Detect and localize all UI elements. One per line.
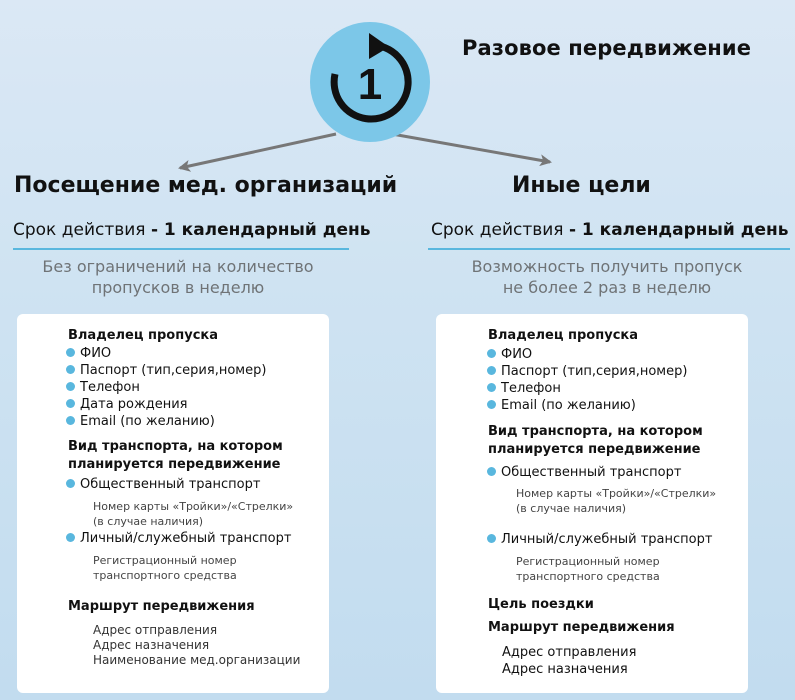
route-items [93, 623, 300, 668]
bullet-icon [66, 479, 75, 488]
owner-item: Email (по желанию) [66, 414, 215, 429]
bullet-icon [487, 400, 496, 409]
public-transport-detail: Номер карты «Тройки»/«Стрелки» (в случае наличия) [516, 487, 717, 515]
left-column-title: Посещение мед. организаций [14, 173, 398, 198]
owner-item: Телефон [66, 380, 140, 395]
owner-item: ФИО [66, 346, 111, 361]
bullet-icon [487, 383, 496, 392]
owner-item: ФИО [487, 347, 532, 362]
owner-header: Владелец пропуска [488, 328, 638, 343]
left-validity-prefix: Срок действия [13, 220, 151, 240]
owner-item: Паспорт (тип,серия,номер) [66, 363, 266, 378]
right-validity-value: - 1 календарный день [568, 220, 789, 240]
owner-item: Email (по желанию) [487, 398, 636, 413]
route-item: Адрес отправления [93, 623, 218, 637]
page-title: Разовое передвижение [462, 36, 752, 60]
private-transport-detail: Регистрационный номер транспортного средства [93, 554, 237, 582]
transport-header: Вид транспорта, на котором [68, 439, 283, 454]
right-validity [431, 220, 788, 240]
owner-item: Телефон [487, 381, 561, 396]
right-column-title: Иные цели [512, 173, 651, 198]
left-validity [13, 220, 370, 240]
left-requirements-card [17, 314, 329, 693]
private-transport-item: Личный/служебный транспорт [66, 531, 291, 546]
one-time-cycle-icon [309, 21, 431, 143]
route-header: Маршрут передвижения [68, 599, 255, 614]
bullet-icon [66, 416, 75, 425]
right-note-line1: Возможность получить пропуск [471, 257, 743, 276]
left-divider [13, 248, 349, 250]
private-transport-item: Личный/служебный транспорт [487, 532, 712, 547]
bullet-icon [66, 533, 75, 542]
bullet-icon [487, 534, 496, 543]
owner-item: Дата рождения [66, 397, 187, 412]
route-header: Маршрут передвижения [488, 620, 675, 635]
left-note-line1: Без ограничений на количество [42, 257, 314, 276]
route-item: Адрес назначения [502, 662, 628, 677]
right-validity-prefix: Срок действия [431, 220, 569, 240]
bullet-icon [66, 382, 75, 391]
route-item: Наименование мед.организации [93, 653, 301, 667]
right-requirements-card [436, 314, 748, 693]
public-transport-item: Общественный транспорт [66, 477, 260, 492]
right-note [430, 256, 784, 298]
right-divider [428, 248, 790, 250]
left-note [10, 256, 346, 298]
icon-digit: 1 [357, 60, 383, 109]
owner-header: Владелец пропуска [68, 328, 218, 343]
route-items [502, 644, 636, 678]
bullet-icon [66, 399, 75, 408]
left-note-line2: пропусков в неделю [91, 278, 265, 297]
bullet-icon [487, 366, 496, 375]
transport-header: Вид транспорта, на котором [488, 424, 703, 439]
private-transport-detail: Регистрационный номер транспортного средства [516, 555, 660, 583]
transport-header-line2: планируется передвижение [68, 457, 281, 472]
public-transport-item: Общественный транспорт [487, 465, 681, 480]
bullet-icon [487, 349, 496, 358]
route-item: Адрес отправления [502, 645, 637, 660]
transport-header-line2: планируется передвижение [488, 442, 701, 457]
public-transport-detail: Номер карты «Тройки»/«Стрелки» (в случае наличия) [93, 500, 294, 528]
route-item: Адрес назначения [93, 638, 210, 652]
right-note-line2: не более 2 раз в неделю [502, 278, 712, 297]
owner-item: Паспорт (тип,серия,номер) [487, 364, 687, 379]
bullet-icon [66, 348, 75, 357]
left-validity-value: - 1 календарный день [150, 220, 371, 240]
bullet-icon [487, 467, 496, 476]
purpose-header: Цель поездки [488, 597, 594, 612]
bullet-icon [66, 365, 75, 374]
